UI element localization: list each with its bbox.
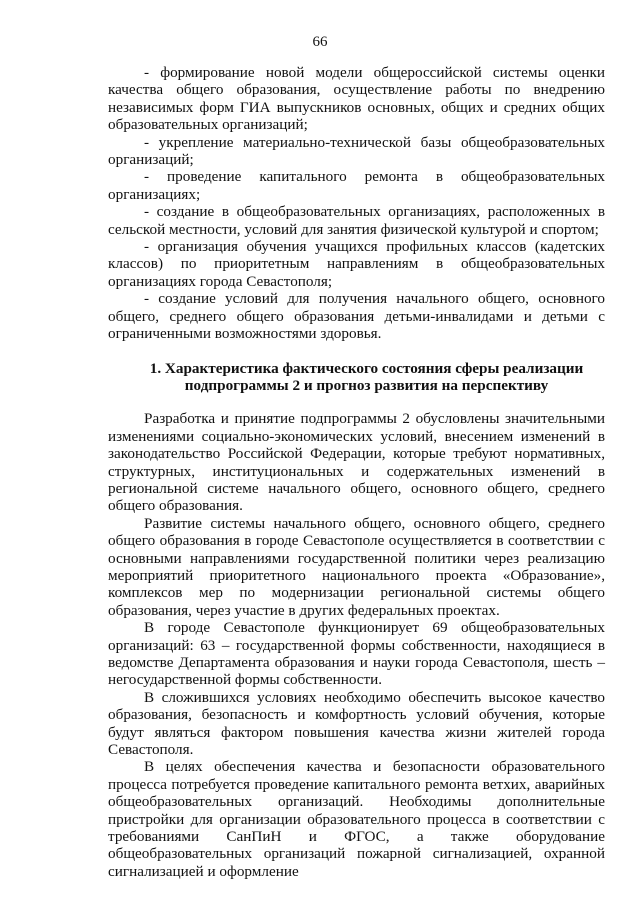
- bullet-item: - укрепление материально-технической базы общеобразовательных организаций;: [108, 133, 605, 169]
- bullet-item: - создание условий для получения начального общего, основного общего, среднего общего образования детьми-инвалидами и детьми с ограниченными возможностями здоровья.: [108, 290, 605, 343]
- section-heading-line: 1. Характеристика фактического состояния сферы реализации: [149, 359, 584, 377]
- section-heading: [108, 360, 605, 395]
- body-paragraph: В целях обеспечения качества и безопасности образовательного процесса потребуется проведение капитального ремонта ветхих, аварийных общеобразовательных организаций. Необходимы дополнительные пристройки для организации образовательного процесса в соответствии с требованиями СанПиН и ФГОС, а также оборудование общеобразовательных организаций пожарной сигнализацией, охранной сигнализацией и оформление: [108, 758, 605, 880]
- bullet-item: - формирование новой модели общероссийской системы оценки качества общего образования, осуществление работы по внедрению независимых форм ГИА выпускников основных, общих и средних общих образовательных организаций;: [108, 64, 605, 134]
- page-number: 66: [312, 34, 328, 50]
- body-paragraph: В сложившихся условиях необходимо обеспечить высокое качество образования, безопасность и комфортность условий обучения, которые будут являться фактором повышения качества жизни жителей города Севастополя.: [108, 688, 605, 759]
- body-paragraph: В городе Севастополе функционирует 69 общеобразовательных организаций: 63 – государственной формы собственности, находящиеся в ведомстве Департамента образования и науки города Севастополя, шесть – негосударственной формы собственности.: [108, 619, 605, 689]
- bullet-item: - организация обучения учащихся профильных классов (кадетских классов) по приоритетным направлениям в общеобразовательных организациях города Севастополя;: [108, 238, 605, 290]
- body-paragraph: Развитие системы начального общего, основного общего, среднего общего образования в городе Севастополе осуществляется в соответствии с основными направлениями государственной политики через реализацию мероприятий приоритетного национального проекта «Образование», комплексов мер по модернизации региональной системы общего образования, через участие в других федеральных проектах.: [108, 514, 605, 619]
- section-heading-line: подпрограммы 2 и прогноз развития на перспективу: [184, 376, 549, 394]
- bullet-item: - проведение капитального ремонта в общеобразовательных организациях;: [108, 168, 605, 203]
- bullet-item: - создание в общеобразовательных организациях, расположенных в сельской местности, условий для занятия физической культурой и спортом;: [108, 203, 605, 238]
- body-paragraph: Разработка и принятие подпрограммы 2 обусловлены значительными изменениями социально-экономических условий, внесением изменений в законодательство Российской Федерации, которые требуют нормативных, структурных, институциональных и содержательных изменений в региональной системе начального общего, основного общего, среднего общего образования.: [108, 410, 605, 515]
- document-body: [108, 64, 605, 880]
